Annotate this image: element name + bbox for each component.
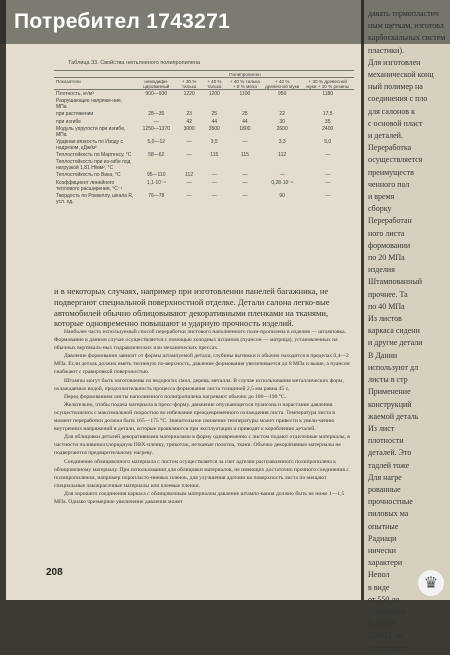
right-column-line: Применение	[368, 387, 411, 397]
table-cell	[136, 98, 177, 111]
row-label: Твердость по Роквеллу, шкала R, усл. ед.	[56, 192, 134, 205]
watermark-text: Потребител 1743271	[14, 10, 231, 33]
table-cell: 3000	[183, 125, 195, 132]
paragraph: Желательно, чтобы подача материала в пресс-форму, движение опускающегося пуансона и нарастание давления осуществлялись с максимальной скоростью во избежание преждевременного охлаждения листа. Температура листа в момент переработки должна быть 165—175 °С. Значительное снижение температуры может привести к увели-чению внутренних напряжений в детали, которые проявляются при эксплуатации и приводят к короблению деталей.	[54, 401, 336, 433]
right-column-line: В Дании	[368, 350, 398, 360]
table-cell: 900—930	[145, 90, 168, 97]
right-column-line: В СССР	[368, 619, 396, 629]
right-column-line: в виде	[368, 582, 390, 592]
table-cell: 76—78	[148, 192, 165, 199]
right-column-line: Штампованный	[368, 277, 422, 287]
right-column-line: пластики).	[368, 45, 404, 55]
table-cell: —	[325, 192, 331, 199]
table-cell: 1800	[239, 125, 251, 132]
table-cell: 1180	[322, 90, 334, 97]
right-column-line: деталей. Это	[368, 448, 412, 458]
row-label: Коэффициент линейного теплового расширения, °С⁻¹	[56, 179, 123, 192]
right-page	[364, 0, 450, 653]
right-column-line: ного листа	[368, 228, 405, 238]
table-cell: —	[211, 179, 217, 186]
table-header: + 40 % талька + 8 % мела	[227, 78, 263, 90]
row-label: Плотность, кг/м³	[56, 90, 94, 97]
right-column-line: и другие детали	[368, 338, 423, 348]
right-column-line: Для нагре	[368, 472, 402, 482]
table-row	[54, 179, 354, 192]
right-column-line: характери	[368, 558, 403, 568]
table-row	[54, 159, 354, 172]
table-cell: 25	[211, 111, 218, 118]
row-label: Разрушающее напряже-ние, МПа	[56, 98, 123, 111]
right-column-line: ПЭНП, по	[368, 631, 403, 641]
table-group-header-row	[54, 71, 354, 78]
crown-icon: ♛	[418, 570, 444, 596]
row-label: при изгибе	[56, 118, 81, 125]
table-cell: —	[186, 179, 192, 186]
right-column-line: с основой пласт	[368, 118, 423, 128]
right-column-text	[368, 8, 448, 655]
paragraph: Соединение облицовочного материала с листом осуществляется за счет адгезии расплавленного полипропилена к облицовочному материалу. При использовании для облицовки материалов, не имеющих достаточно прочного соединения с полипропиленом, например поропласто-ниевых пленок, для улучшения адгезии на поверхность листа по-мещают специальные лакокрасочные материалы или клеевые пленки.	[54, 458, 349, 489]
table-row	[54, 118, 354, 125]
table-cell	[227, 98, 263, 111]
right-column-line: преимуществ	[368, 167, 414, 177]
table-cell: —	[186, 152, 192, 159]
table-cell: 0,28·10⁻⁴	[271, 179, 294, 186]
right-column-line: листы в стр	[368, 375, 408, 385]
right-column-line: по 20 МПа	[368, 253, 405, 263]
table-row	[54, 172, 354, 179]
table-cell: 2400	[322, 125, 334, 132]
right-column-line: изготовляют	[368, 643, 411, 653]
table-cell: 1200	[208, 90, 220, 97]
table-cell: 22	[279, 111, 285, 118]
table-header: + 30 % талька	[177, 78, 202, 90]
table-row	[54, 90, 354, 98]
table-group-header: Полипропилен	[136, 71, 354, 78]
right-column-line: и деталей.	[368, 131, 403, 141]
table-cell	[301, 159, 354, 172]
row-label: Теплостойкость при из-гибе под нагрузкой 1,81 Н/мм², °С	[56, 159, 131, 172]
table-cell: —	[211, 172, 217, 179]
table-row	[54, 192, 354, 205]
right-column-line: для салонов к	[368, 106, 415, 116]
row-label: Теплостойкость по Вика, °С	[56, 172, 121, 179]
left-page	[6, 0, 361, 600]
table-cell: 17,5	[322, 111, 333, 118]
table-cell	[177, 98, 202, 111]
table-cell: 28—35	[148, 111, 165, 118]
body-paragraph-large: и в некоторых случаях, например при изготовлении панелей багажника, не подвергают специальной поверхностной отделке. Детали салона легко-вые автомобилей обычно облицовывают декоративными пленками на тканями, которые одновременно повышают и ударную прочность изделий.	[54, 286, 330, 329]
right-column-line: и поверхно	[368, 606, 407, 616]
right-column-line: используют дл	[368, 362, 419, 372]
table-cell: 3,3	[278, 138, 286, 145]
watermark-banner	[0, 0, 450, 44]
paragraph: Для облицовки деталей декоративными материалами в форму одновременно с листом подают отделочные материалы, в частности поливинилхлоридную ПВХ-пленку, трикотаж, нетканые полотна, ткани. Обычно декоративные материалы не подвергаются предварительному нагреву.	[54, 434, 350, 457]
table-cell	[227, 159, 263, 172]
table-cell: —	[242, 172, 248, 179]
table-cell: —	[211, 192, 217, 199]
table-header: + 30 % древесной муки + 10 % резины	[301, 78, 354, 90]
row-label: Теплостойкость по Мартенсу, °С	[56, 152, 132, 159]
right-column-line: жаемой деталь	[368, 411, 419, 421]
table-cell: 23	[186, 111, 192, 118]
right-column-line: конструкций	[368, 399, 412, 409]
right-column-line: Переработан	[368, 216, 412, 226]
table-cell	[202, 159, 227, 172]
right-column-line: опытные	[368, 521, 399, 531]
right-column-line: изделия	[368, 265, 395, 275]
page-number: 208	[46, 567, 63, 578]
right-column-line: прочнее. Та	[368, 289, 408, 299]
table-cell	[202, 98, 227, 111]
table-row	[54, 98, 354, 111]
paragraph: Перед формованием листы наполненного полипропилена нагревают обычно до 180—190 °С.	[64, 393, 287, 400]
properties-table	[54, 70, 354, 205]
right-column-line: формовании	[368, 240, 411, 250]
table-header-row	[54, 78, 354, 90]
table-row	[54, 152, 354, 159]
right-column-line: по 40 МПа	[368, 301, 405, 311]
table-body	[54, 90, 354, 206]
table-row	[54, 138, 354, 151]
table-cell	[263, 98, 301, 111]
paragraph: Давление формования зависит от формы штампуемой детали, глубины вытяжки и обычно находится в пределах 0,4—2 МПа. Если деталь должна иметь тисненую по-верхность, давление формования увеличивается до 8 МПа и выше, а пуансон снабжают с гравировкой поверхностью.	[54, 353, 350, 376]
table-cell: —	[153, 118, 159, 125]
table-row	[54, 125, 354, 138]
right-column-line: Из листов	[368, 314, 402, 324]
paragraph: Штампы могут быть изготовлены из недорогих смол, дерева, металла. В случае использования металлических форм, охлаждаемых водой, продолжительность процесса формования листа толщиной 2,5 мм равна 45 с.	[54, 377, 344, 392]
right-column-line: каркаса сидени	[368, 326, 420, 336]
table-header: немодифи-цированный	[136, 78, 177, 90]
right-column-line: соединения с пло	[368, 94, 428, 104]
right-column-line: Переработка	[368, 143, 412, 153]
right-column-line: осуществляется	[368, 155, 423, 165]
row-label: Ударная вязкость по Изоду с надрезом, кДж/м²	[56, 138, 123, 151]
table-cell: —	[242, 179, 248, 186]
table-cell	[301, 98, 354, 111]
table-caption: Таблица 33. Свойства непълненого полипропилена	[68, 60, 201, 66]
table-cell: 1250—1370	[142, 125, 170, 132]
table-cell: 3,5	[210, 138, 218, 145]
table-cell: —	[242, 138, 248, 145]
table-cell: 950	[278, 90, 287, 97]
table-cell: 35	[324, 118, 331, 125]
table-cell: —	[325, 179, 331, 186]
table-cell: 112	[278, 152, 287, 159]
table-cell: —	[279, 172, 285, 179]
table-cell: 1,1·10⁻⁴	[146, 179, 166, 186]
right-column-line: механической конц	[368, 70, 434, 80]
table-cell: —	[325, 172, 331, 179]
right-column-line: и время	[368, 192, 395, 202]
right-column-line: пиловых ма	[368, 509, 409, 519]
right-column-line: Из лист	[368, 423, 395, 433]
table-row	[54, 111, 354, 118]
row-label: Модуль упругости при изгибе, МПа	[56, 125, 126, 138]
right-column-line: нически	[368, 545, 397, 555]
right-column-line: прочностные	[368, 497, 413, 507]
right-column-line: рованные	[368, 484, 401, 494]
table-cell: 95—110	[147, 172, 166, 179]
table-cell: 2600	[276, 125, 288, 132]
table-cell: 44	[242, 118, 248, 125]
right-column-line: сборку	[368, 204, 392, 214]
table-cell: —	[186, 138, 192, 145]
table-cell: 30	[279, 118, 285, 125]
row-label: при растяжении	[56, 111, 94, 118]
table-cell: 3500	[208, 125, 220, 132]
right-column-line: Непол	[368, 570, 390, 580]
table-header: + 40 % талька	[202, 78, 227, 90]
table-cell: 58—62	[148, 152, 165, 159]
table-cell: 44	[211, 118, 218, 125]
table-cell: —	[186, 192, 192, 199]
table-cell: 115	[240, 152, 249, 159]
paragraph: Для хорошего соединения каркаса с облицовочным материалом давление штампо-вания должно быть не ниже 1—1,5 МПа. Однако чрезмерное увеличение давления может	[54, 490, 345, 505]
table-cell: 25	[242, 111, 248, 118]
table-cell	[177, 159, 202, 172]
table-cell: 42	[186, 118, 192, 125]
table-cell: 112	[185, 172, 194, 179]
right-column-line: плотности	[368, 436, 404, 446]
paragraph: Наиболее часто используемый способ переработки листового наполненного поли-пропилена в изделия — штамповка. Формование в данном случае осуществляется с помощью холодных штампов (пуансон — матрица), установленных на обычных вертикаль-ных гидравлических или механических прессах.	[54, 329, 347, 352]
table-header: + 40 % древесной муки	[263, 78, 301, 90]
table-cell: 90	[279, 192, 285, 199]
table-cell: 1220	[183, 90, 195, 97]
right-column-line: ченного пол	[368, 179, 410, 189]
right-column-line: ный полимер на	[368, 82, 423, 92]
body-text-small	[54, 328, 354, 506]
table-cell: 5,0—12	[147, 138, 166, 145]
table-cell	[136, 159, 177, 172]
right-column-line: тадлей тоже	[368, 460, 410, 470]
table-cell: 1100	[239, 90, 251, 97]
table-cell: —	[325, 152, 331, 159]
right-column-line: от 550 до	[368, 594, 400, 604]
right-column-line: Для изготовлен	[368, 57, 421, 67]
table-header: Показатели	[54, 78, 136, 90]
table-cell	[263, 159, 301, 172]
right-column-line: Радиаци	[368, 533, 397, 543]
table-cell: 5,0	[324, 138, 332, 145]
table-cell: 115	[210, 152, 219, 159]
table-cell: —	[242, 192, 248, 199]
